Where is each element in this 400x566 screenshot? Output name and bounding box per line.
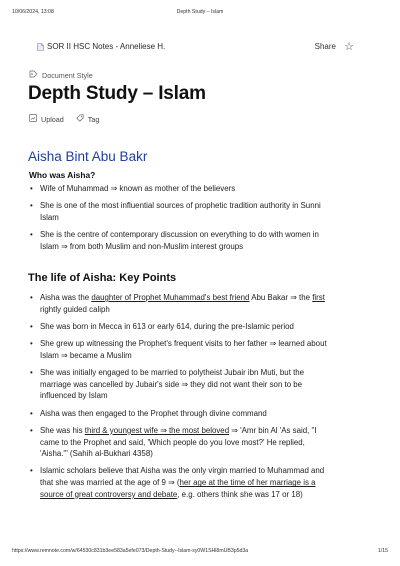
document-icon: [37, 43, 44, 51]
page-title[interactable]: Depth Study – Islam: [28, 83, 206, 104]
list-item: • Islamic scholars believe that Aisha was the only virgin married to Muhammad and that she was married at the age of 9 ⇒ (her age at the time of her marriage is a source of great controversy and debate, e.g. others think she was 17 or 18): [30, 466, 325, 499]
list-item-text: She grew up witnessing the Prophet's frequent visits to her father ⇒ learned about Islam ⇒ became a Muslim: [40, 339, 327, 360]
section-heading-aisha: Aisha Bint Abu Bakr: [28, 149, 148, 164]
list-item: • Aisha was then engaged to the Prophet through divine command: [30, 408, 267, 418]
underlined-text: first: [312, 293, 325, 302]
print-timestamp: 10/06/2024, 13:08: [12, 9, 54, 15]
list-item-text: Aisha was the daughter of Prophet Muhammad's best friend Abu Bakar ⇒ the first rightly guided caliph: [40, 293, 325, 314]
list-item-text: She is the centre of contemporary discussion on everything to do with women in Islam ⇒ from both Muslim and non-Muslim interest groups: [40, 230, 319, 251]
underlined-text: third & youngest wife ⇒ the most beloved: [84, 425, 230, 435]
top-bar: [37, 42, 354, 56]
section-heading-life-of-aisha: The life of Aisha: Key Points: [28, 272, 177, 284]
underlined-text: daughter of Prophet Muhammad's best friend: [91, 293, 250, 302]
upload-icon: [29, 114, 37, 124]
list-item-text: She was born in Mecca in 613 or early 614, during the pre-Islamic period: [40, 321, 294, 331]
list-item-text: She is one of the most influential sources of prophetic tradition authority in Sunni Islam: [40, 201, 321, 222]
star-icon[interactable]: ☆: [344, 41, 354, 53]
list-item: • She grew up witnessing the Prophet's frequent visits to her father ⇒ learned about Islam ⇒ became a Muslim: [30, 339, 327, 360]
print-header: [12, 9, 388, 19]
list-item: • She was his third & youngest wife ⇒ the most beloved ⇒ 'Amr bin Al 'As said, "I came to the Prophet and said, 'Which people do you love most?' He replied, 'Aisha.'" (Sahih al-Bukhari 4358): [30, 425, 317, 459]
print-page-title: Depth Study – Islam: [176, 9, 224, 15]
life-of-aisha-list: [30, 292, 330, 506]
print-url: https://www.remnote.com/w/64530c831b3ee583a5efe073/Depth-Study--Islam-sy0W1SHl8mUB3p5d3a: [12, 548, 249, 554]
tag-button[interactable]: [76, 114, 100, 124]
list-item: • She was initially engaged to be married to polytheist Jubair ibn Muti, but the marriage was cancelled by Jubair's side ⇒ they did not want their son to be influenced by Islam: [30, 368, 305, 401]
document-style-label: Document Style: [42, 70, 93, 80]
print-page-number: 1/15: [377, 548, 388, 554]
list-item-text: Aisha was then engaged to the Prophet through divine command: [40, 408, 267, 418]
share-button[interactable]: Share: [314, 42, 336, 51]
list-item-text: She was his third & youngest wife ⇒ the most beloved ⇒ 'Amr bin Al 'As said, "I came to the Prophet and said, 'Which people do you love most?' He replied, 'Aisha.'" (Sahih al-Bukhari 4358): [40, 425, 317, 459]
breadcrumb[interactable]: [37, 42, 165, 51]
list-item-text: Islamic scholars believe that Aisha was the only virgin married to Muhammad and that she was married at the age of 9 ⇒ (her age at the time of her marriage is a source of great controversy and debate, e.g. others think she was 17 or 18): [40, 466, 325, 499]
list-item-text: Wife of Muhammad ⇒ known as mother of the believers: [40, 184, 236, 193]
list-item: • Aisha was the daughter of Prophet Muhammad's best friend Abu Bakar ⇒ the first rightly guided caliph: [30, 293, 325, 314]
tag-label: Tag: [87, 114, 100, 124]
underlined-text: her age at the time of her marriage is a source of great controversy and debate: [40, 478, 316, 499]
subheading-who-was-aisha: Who was Aisha?: [29, 170, 96, 180]
upload-button[interactable]: [29, 114, 64, 124]
tag-icon: [76, 114, 84, 124]
upload-label: Upload: [41, 114, 64, 124]
document-actions: [29, 114, 99, 124]
breadcrumb-label: SOR II HSC Notes - Anneliese H.: [47, 42, 166, 51]
document-style-icon: [29, 70, 38, 80]
print-footer: [12, 548, 388, 558]
list-item: • She was born in Mecca in 613 or early 614, during the pre-Islamic period: [30, 321, 294, 331]
document-style-indicator[interactable]: [29, 70, 93, 80]
list-item-text: She was initially engaged to be married to polytheist Jubair ibn Muti, but the marriage was cancelled by Jubair's side ⇒ they did not want their son to be influenced by Islam: [40, 368, 305, 401]
list-item: • Wife of Muhammad ⇒ known as mother of the believers: [30, 184, 236, 193]
who-was-aisha-list: [30, 183, 330, 258]
list-item: • She is the centre of contemporary discussion on everything to do with women in Islam ⇒ from both Muslim and non-Muslim interest groups: [30, 230, 319, 251]
list-item: • She is one of the most influential sources of prophetic tradition authority in Sunni Islam: [30, 201, 321, 222]
